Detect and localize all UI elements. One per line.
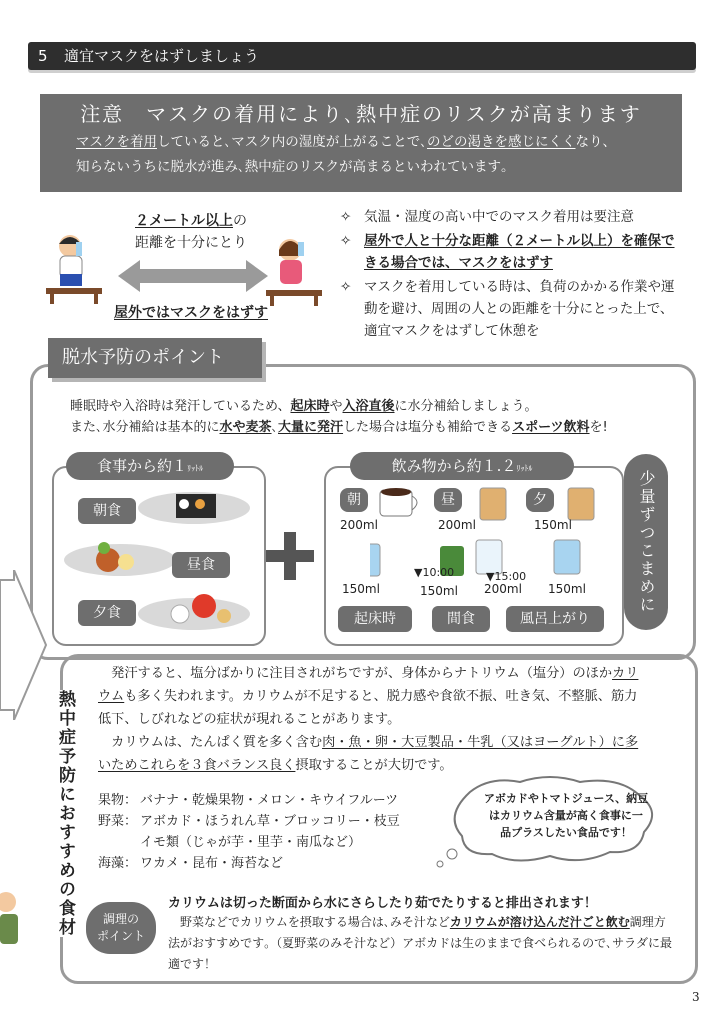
drink-pill	[350, 452, 574, 480]
dehyd-t2: や	[329, 399, 343, 414]
time-1500: ▼15:00	[486, 570, 527, 583]
meal-pill	[66, 452, 234, 480]
distance-line2: 距離を十分にとり	[135, 235, 247, 251]
warning-text-1: していると､マスク内の湿度が上がることで､	[157, 134, 427, 150]
bullet-list	[340, 206, 685, 344]
sparkle-icon: ✧	[340, 279, 352, 295]
dinner-label: 夕食	[78, 600, 136, 626]
cloud-line2: はカリウム含量が高く食事に一	[489, 809, 643, 822]
foods-potassium: カリウム	[98, 666, 639, 704]
dehyd-t5: ､	[271, 420, 279, 435]
sparkle-icon: ✧	[340, 233, 352, 249]
arrow-right-icon	[0, 570, 48, 720]
foods-p2: も多く失われます。カリウムが不足すると、脱力感や食欲不振、吐き気、不整脈、筋力低下、しびれなどの症状が現れることがあります。	[98, 689, 638, 727]
section-number: 5	[38, 47, 48, 65]
dehydration-tab: 脱水予防のポイント	[48, 338, 262, 378]
warning-emph-thirst: のどの渇きを感じにくく	[427, 134, 576, 150]
dehyd-t7: を!	[589, 420, 608, 435]
dehydration-text	[70, 396, 670, 438]
food-value: ワカメ・昆布・海苔など	[140, 856, 284, 871]
dehyd-sweat: 大量に発汗	[278, 420, 344, 435]
dehyd-t6: した場合は塩分も補給できる	[343, 420, 513, 435]
cook-t1: 野菜などでカリウムを摂取する場合は､みそ汁など	[168, 915, 450, 929]
dehyd-t1: 睡眠時や入浴時は発汗しているため、	[70, 399, 291, 414]
foods-paragraph	[98, 662, 650, 777]
foods-p4: 肉・魚・卵・大豆製品・牛乳（又はヨーグルト）に多いためこれらを３食バランス良く	[98, 735, 639, 773]
amount-noon: 200ml	[438, 518, 476, 532]
drink-pill-text: 飲み物から約１.２	[391, 457, 517, 475]
frequent-badge: 少量ずつこまめに	[624, 454, 668, 630]
cooking-title: カリウムは切った断面から水にさらしたり茹でたりすると排出されます！	[168, 896, 597, 911]
cloud-line3: 品プラスしたい食品です！	[500, 826, 632, 839]
evening-badge: 夕	[526, 488, 554, 512]
warning-emph-mask: マスクを着用	[76, 134, 157, 150]
morning-badge: 朝	[340, 488, 368, 512]
amount-bath: 150ml	[548, 582, 586, 596]
food-value: イモ類（じゃが芋・里芋・南瓜など）	[140, 835, 362, 850]
food-key: 野菜：	[98, 814, 138, 829]
section-title: 適宜マスクをはずしましょう	[64, 47, 260, 65]
meal-pill-text: 食事から約１	[96, 457, 187, 475]
food-value: バナナ・乾燥果物・メロン・キウイフルーツ	[140, 793, 399, 808]
warning-text-3: 知らないうちに脱水が進み､熱中症のリスクが高まるといわれています｡	[76, 159, 508, 175]
foods-p3: カリウムは、たんぱく質を多く含む	[98, 735, 323, 750]
cook-badge-line1: 調理の	[102, 912, 139, 926]
dehyd-bath: 入浴直後	[342, 399, 395, 414]
cloud-line1: アボカドやトマトジュース、納豆	[483, 792, 649, 805]
bullet-item	[340, 276, 685, 342]
food-row-veg2	[98, 832, 458, 853]
amount-evening: 150ml	[534, 518, 572, 532]
dehyd-t3: に水分補給しましょう。	[394, 399, 538, 414]
girl-drinking-icon	[264, 236, 322, 308]
warning-box	[40, 94, 682, 192]
amount-snack-2: 200ml	[484, 582, 522, 596]
page-number: 3	[692, 990, 700, 1004]
breakfast-label: 朝食	[78, 498, 136, 524]
food-row-sea	[98, 853, 458, 874]
dehyd-water: 水や麦茶	[219, 420, 272, 435]
cooking-body	[168, 912, 676, 975]
amount-morning: 200ml	[340, 518, 378, 532]
sparkle-icon: ✧	[340, 209, 352, 225]
time-1000: ▼10:00	[414, 566, 455, 579]
wake-label: 起床時	[338, 606, 412, 632]
lunch-label: 昼食	[172, 552, 230, 578]
bullet-item	[340, 230, 685, 274]
section-header	[28, 42, 696, 70]
cloud-text	[466, 790, 666, 860]
bullet-text: 気温・湿度の高い中でのマスク着用は要注意	[364, 209, 634, 225]
outdoor-caption	[96, 302, 286, 322]
distance-caption	[96, 210, 286, 254]
cook-badge-line2: ポイント	[96, 929, 145, 943]
dehyd-wake: 起床時	[290, 399, 330, 414]
noon-badge: 昼	[434, 488, 462, 512]
amount-wake: 150ml	[342, 582, 380, 596]
bullet-text: 屋外で人と十分な距離（２メートル以上）を確保できる場合では、マスクをはずす	[364, 233, 675, 271]
food-key: 海藻：	[98, 856, 138, 871]
outdoor-text: 屋外ではマスクをはずす	[114, 305, 268, 321]
food-list	[98, 790, 458, 874]
foods-vertical-title: 熱中症予防におすすめの食材	[50, 690, 80, 937]
warning-title: 注意 マスクの着用により､熱中症のリスクが高まります	[80, 102, 642, 126]
boy-drinking-icon	[46, 232, 104, 304]
bath-label: 風呂上がり	[506, 606, 604, 632]
plus-icon	[266, 532, 314, 580]
cook-t2: 調理方法がおすすめです｡（夏野菜のみそ汁など）アボカドは生のままで食べられるので､サラダに最適です！	[168, 915, 673, 971]
amount-snack-1: 150ml	[420, 584, 458, 598]
foods-p1: 発汗すると、塩分ばかりに注目されがちですが、身体からナトリウム（塩分）のほか	[98, 666, 613, 681]
bullet-text: マスクを着用している時は、負荷のかかる作業や運動を避け、周囲の人との距離を十分にとった上で、適宜マスクをはずして休憩を	[364, 279, 675, 339]
dehyd-sports: スポーツ飲料	[512, 420, 590, 435]
warning-body	[76, 130, 676, 180]
distance-2m: ２メートル以上	[135, 213, 233, 229]
food-row-fruit	[98, 790, 458, 811]
cooking-point-badge	[86, 902, 156, 954]
snack-label: 間食	[432, 606, 490, 632]
drink-unit: ﾘｯﾄﾙ	[516, 464, 533, 473]
double-arrow-icon	[118, 258, 268, 294]
meal-unit: ﾘｯﾄﾙ	[187, 464, 203, 473]
distance-no: の	[233, 213, 247, 229]
cook-emph: カリウムが溶け込んだ汁ごと飲む	[449, 915, 630, 929]
warning-text-2: なり、	[575, 134, 616, 150]
food-row-veg	[98, 811, 458, 832]
food-value: アボカド・ほうれん草・ブロッコリー・枝豆	[140, 814, 400, 829]
foods-p5: 摂取することが大切です。	[295, 758, 453, 773]
bullet-item	[340, 206, 685, 228]
food-key: 果物：	[98, 793, 138, 808]
dehyd-t4: また､水分補給は基本的に	[70, 420, 220, 435]
person-partial-icon	[0, 888, 22, 958]
